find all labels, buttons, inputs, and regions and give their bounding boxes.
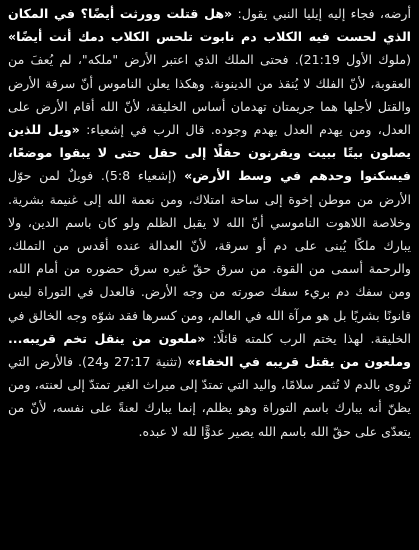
text-segment: (ملوك الأول 21:19). فحتى الملك الذي اعتبر الأرض "ملكه"، لم يُعفَ من العقوبة، لأنّ الفلك لا يُنقذ من الدينونة. وهكذا يعلن الناموس أنّ سرقة الأرض والقتل لأجلها هما جريمتان تهدمان أساس الخليقة، لأنّ الله أقام الأرض على العدل، ومن يهدم العدل يهدم وجوده. قال الرب في إشعياء:: [8, 52, 411, 138]
text-segment: أرضه، فجاء إليه إيليا النبي يقول:: [232, 6, 411, 21]
quote-segment: «ملعون من ينقل تخم قريبه... وملعون من يقتل قريبه في الخفاء»: [8, 330, 412, 370]
article-paragraph: [8, 2, 411, 443]
text-segment: (إشعياء 5:8). فويلٌ لمن حوّل الأرض من موطن إخوة إلى ساحة امتلاك، ومن نعمة الله إلى غنيمة بشرية. وخلاصة اللاهوت الناموسي أنّ الله لا يقبل الظلم ولو كان باسم الدين، ولا يبارك ملكًا يُبنى على دم أو سرقة، لأنّ العدالة عنده أقدس من التملك، والرحمة أسمى من القوة. من سرق حقّ غيره سرق حضوره من أمام الله، ومن سفك دم بريء سفك صورته من وجه الأرض. فالعدل في التوراة ليس قانونًا بشريًا بل هو مرآة الله في العالم، ومن كسرها فقد شوّه وجه الخالق في الخليقة. لهذا يختم الرب كلمته قائلًا:: [8, 168, 412, 346]
text-segment: (تثنية 27:17 و24). فالأرض التي تُروى بالدم لا تُثمر سلامًا، واليد التي تمتدّ إلى ميراث الغير تمتدّ إلى لعنته، ومن يظنّ أنه يبارك باسم التوراة وهو يظلم، إنما يبارك لعنةً على نفسه، لأنّ من يتعدّى على حقّ الله باسم الله يصير عدوًّا لله لا عبده.: [8, 354, 411, 439]
quote-segment: «هل قتلت وورثت أيضًا؟ في المكان الذي لحست فيه الكلاب دم نابوت تلحس الكلاب دمك أنت أيضًا»: [8, 6, 411, 45]
quote-segment: «ويل للذين يصلون بيتًا ببيت ويقرنون حقلًا إلى حقل حتى لا يبقوا موضعًا، فيسكنوا وحدهم في وسط الأرض»: [8, 122, 411, 184]
